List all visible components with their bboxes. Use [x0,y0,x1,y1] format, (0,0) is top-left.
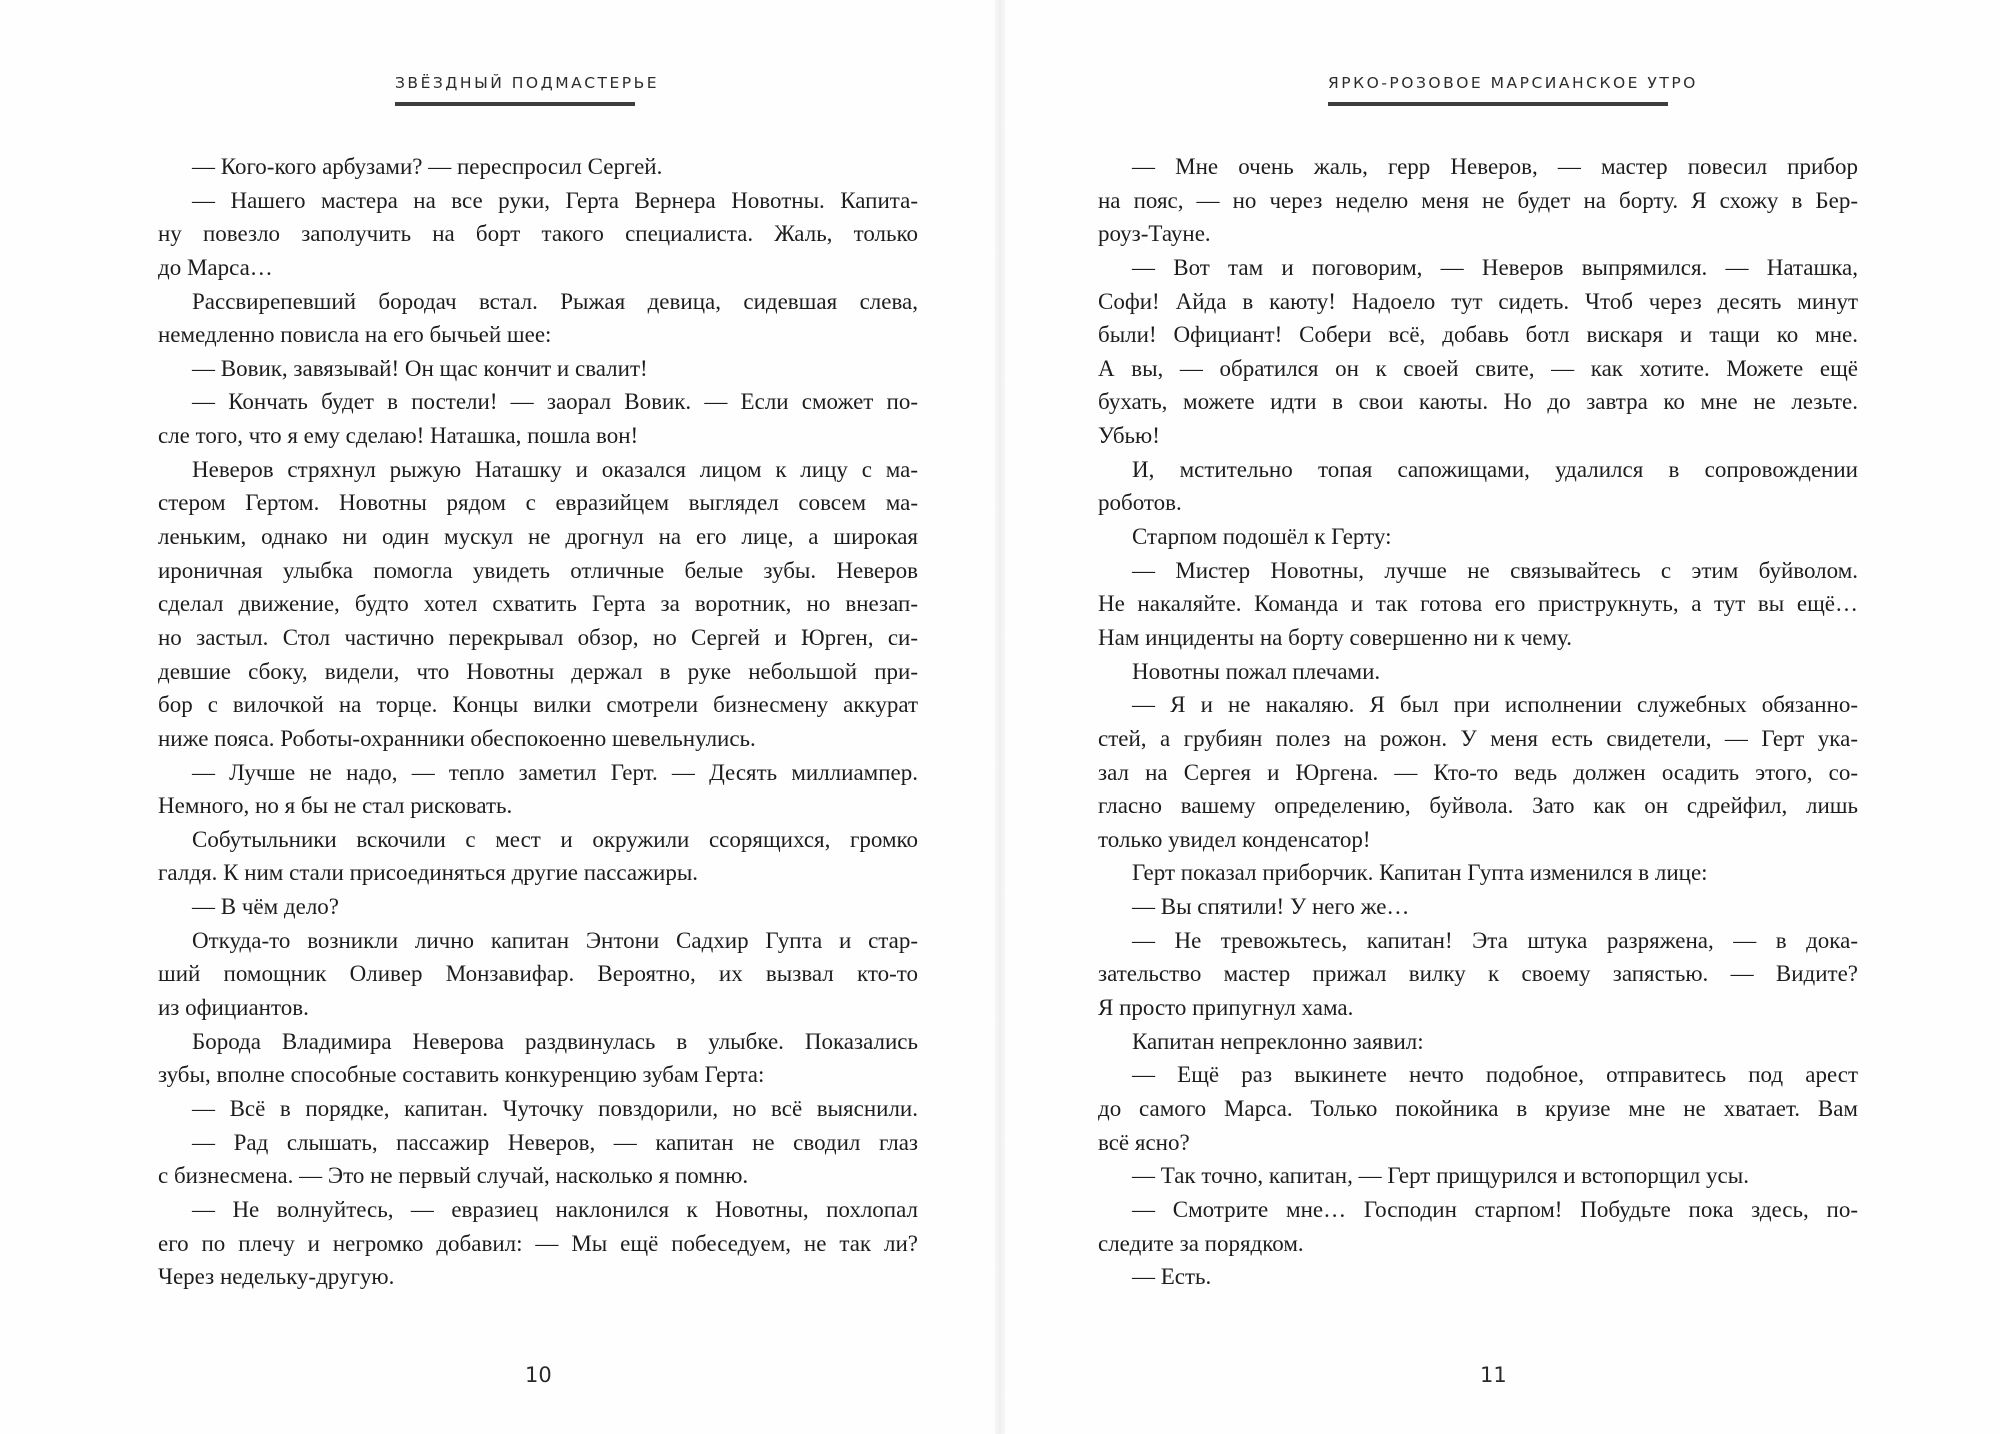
text-line: на пояс, — но через неделю меня не будет на борту. Я схожу в Бер- [1098,187,1858,213]
text-line: бухать, можете идти в свои каюты. Но до завтра ко мне не лезьте. [1098,389,1858,415]
text-line: — Есть. [1132,1264,1212,1290]
text-line: Старпом подошёл к Герту: [1132,524,1392,550]
text-line: его по плечу и негромко добавил: — Мы ещё побеседуем, не так ли? [158,1230,918,1256]
text-line: Через недельку-другую. [158,1264,395,1290]
text-line: стей, а грубиян полез на рожон. У меня есть свидетели, — Герт ука- [1098,725,1858,751]
text-line: Я просто припугнул хама. [1098,995,1354,1021]
body-text [1098,150,1858,1294]
text-line: — Ещё раз выкинете нечто подобное, отправитесь под арест [1132,1062,1858,1088]
text-line: следите за порядком. [1098,1230,1304,1256]
text-line: роботов. [1098,490,1182,516]
text-line: — Кого-кого арбузами? — переспросил Сергей. [192,154,663,179]
right-page [1000,0,2000,1434]
running-header-title: ЯРКО-РОЗОВОЕ МАРСИАНСКОЕ УТРО [1328,74,1698,92]
text-line: — Мистер Новотны, лучше не связывайтесь с этим буйволом. [1132,557,1858,583]
text-line: Герт показал приборчик. Капитан Гупта изменился в лице: [1132,860,1708,886]
text-line: сделал движение, будто хотел схватить Герта за воротник, но внезап- [158,591,918,617]
text-line: ший помощник Оливер Монзавифар. Вероятно, их вызвал кто-то [158,961,918,987]
text-line: но застыл. Стол частично перекрывал обзор, но Сергей и Юрген, си- [158,624,918,650]
text-line: Убью! [1098,423,1160,449]
text-line: Неверов стряхнул рыжую Наташку и оказался лицом к лицу с ма- [192,456,918,482]
body-text [158,150,918,1294]
text-line: зательство мастер прижал вилку к своему запястью. — Видите? [1098,961,1858,987]
text-line: — Мне очень жаль, герр Неверов, — мастер повесил прибор [1132,154,1858,179]
header-rule [395,102,635,106]
text-line: — Кончать будет в постели! — заорал Вовик. — Если сможет по- [192,389,918,415]
text-line: галдя. К ним стали присоединяться другие пассажиры. [158,860,699,886]
text-line: девшие сбоку, видели, что Новотны держал в руке небольшой при- [158,658,918,684]
text-line: — Не волнуйтесь, — евразиец наклонился к Новотны, похлопал [192,1196,918,1222]
text-line: — Всё в порядке, капитан. Чуточку повздорили, но всё выяснили. [192,1095,918,1121]
running-header [1328,74,1698,106]
text-line: — В чём дело? [192,894,340,920]
text-line: Софи! Айда в каюту! Надоело тут сидеть. Чтоб через десять минут [1098,288,1858,314]
text-line: роуз-Тауне. [1098,221,1211,247]
page-number: 11 [1480,1363,1507,1387]
text-line: — Вовик, завязывай! Он щас кончит и свалит! [192,355,648,381]
text-line: зал на Сергея и Юргена. — Кто-то ведь должен осадить этого, со- [1098,759,1858,785]
text-line: ну повезло заполучить на борт такого специалиста. Жаль, только [158,221,918,247]
text-line: стером Гертом. Новотны рядом с евразийцем выглядел совсем ма- [158,490,918,516]
text-line: бор с вилочкой на торце. Концы вилки смотрели бизнесмену аккурат [158,692,918,718]
text-line: ниже пояса. Роботы-охранники обеспокоенно шевельнулись. [158,725,756,751]
text-line: — Вы спятили! У него же… [1132,894,1410,920]
text-line: — Смотрите мне… Господин старпом! Побудьте пока здесь, по- [1132,1196,1858,1222]
text-line: Борода Владимира Неверова раздвинулась в улыбке. Показались [192,1028,918,1054]
running-header [395,74,660,106]
text-line: И, мстительно топая сапожищами, удалился в сопровождении [1132,456,1858,482]
text-line: до самого Марса. Только покойника в круизе мне не хватает. Вам [1098,1095,1858,1121]
text-line: ироничная улыбка помогла увидеть отличные белые зубы. Неверов [158,557,918,583]
text-line: всё ясно? [1098,1129,1190,1155]
text-line: только увидел конденсатор! [1098,826,1371,852]
header-rule [1328,102,1668,106]
text-line: до Марса… [158,254,273,280]
text-line: — Я и не накаляю. Я был при исполнении служебных обязанно- [1132,692,1858,718]
text-line: Не накаляйте. Команда и так готова его приструкнуть, а тут вы ещё… [1098,591,1858,617]
text-line: леньким, однако ни один мускул не дрогнул на его лице, а широкая [158,524,918,550]
text-line: Собутыльники вскочили с мест и окружили ссорящихся, громко [192,826,918,852]
text-line: — Вот там и поговорим, — Неверов выпрямился. — Наташка, [1132,254,1858,280]
text-line: были! Официант! Собери всё, добавь ботл вискаря и тащи ко мне. [1098,322,1858,348]
text-line: — Так точно, капитан, — Герт прищурился и встопорщил усы. [1132,1163,1749,1189]
running-header-title: ЗВЁЗДНЫЙ ПОДМАСТЕРЬЕ [395,74,660,92]
text-line: — Не тревожьтесь, капитан! Эта штука разряжена, — в дока- [1132,927,1858,953]
text-line: Рассвирепевший бородач встал. Рыжая девица, сидевшая слева, [192,288,918,314]
text-line: гласно вашему определению, буйвола. Зато как он сдрейфил, лишь [1098,793,1858,819]
text-line: Нам инциденты на борту совершенно ни к чему. [1098,624,1572,650]
text-line: сле того, что я ему сделаю! Наташка, пошла вон! [158,423,639,449]
text-line: — Рад слышать, пассажир Неверов, — капитан не сводил глаз [192,1129,918,1155]
text-line: — Нашего мастера на все руки, Герта Вернера Новотны. Капита- [192,187,918,213]
text-line: Новотны пожал плечами. [1132,658,1381,684]
text-line: — Лучше не надо, — тепло заметил Герт. — Десять миллиампер. [192,759,918,785]
text-line: А вы, — обратился он к своей свите, — как хотите. Можете ещё [1098,355,1858,381]
text-line: Капитан непреклонно заявил: [1132,1028,1424,1054]
text-line: немедленно повисла на его бычьей шее: [158,322,552,348]
text-line: из официантов. [158,995,309,1021]
text-line: с бизнесмена. — Это не первый случай, насколько я помню. [158,1163,749,1189]
text-line: зубы, вполне способные составить конкуренцию зубам Герта: [158,1062,765,1088]
text-line: Откуда-то возникли лично капитан Энтони Садхир Гупта и стар- [192,927,918,953]
text-line: Немного, но я бы не стал рисковать. [158,793,513,819]
page-number: 10 [525,1363,552,1387]
